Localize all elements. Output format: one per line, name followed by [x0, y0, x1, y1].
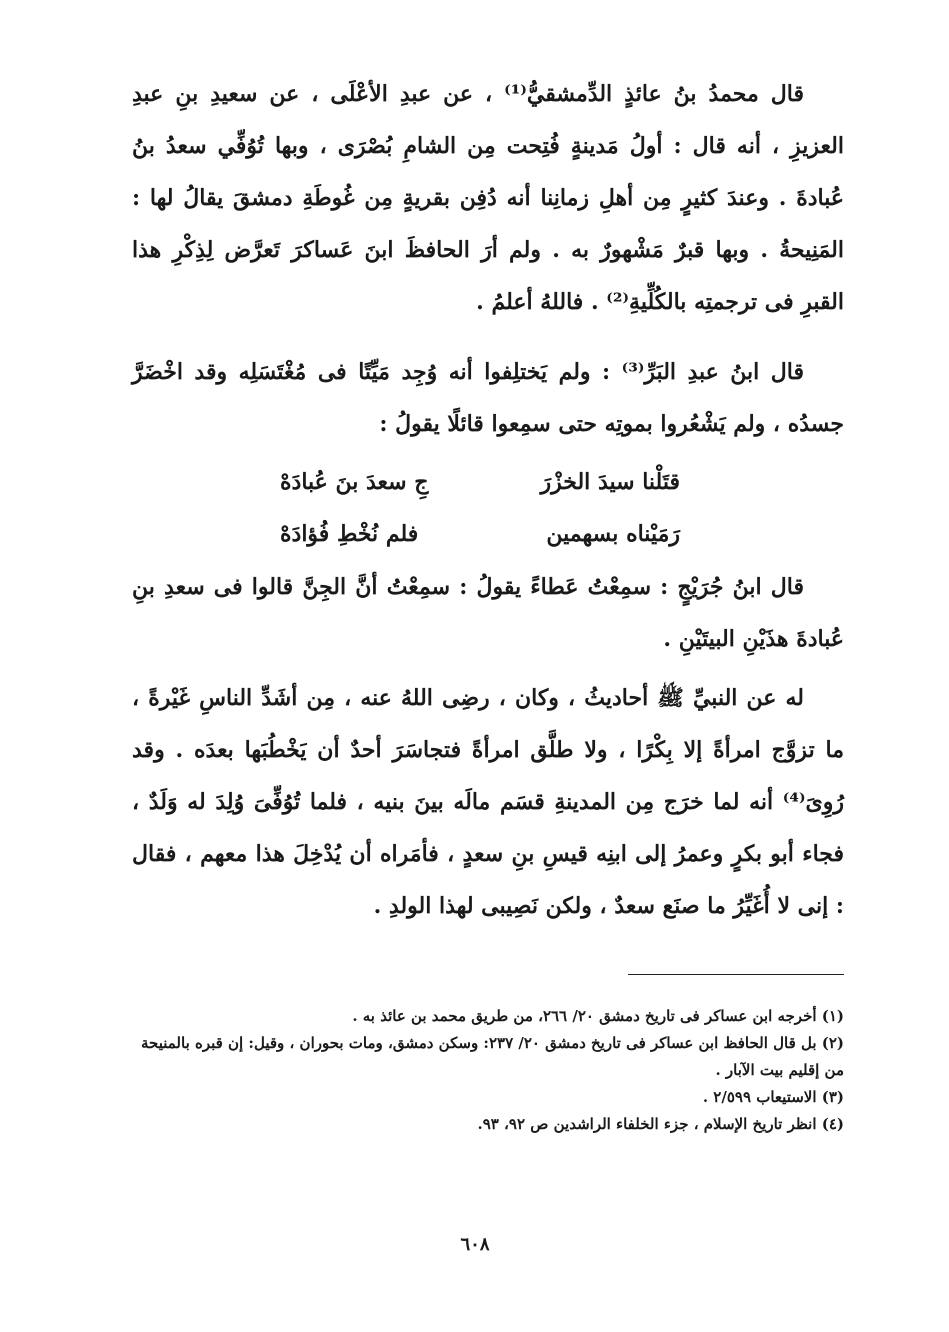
verse-hemistich-right: رَمَيْناه بسهمين: [546, 521, 680, 547]
paragraph-ibn-jurayj: [132, 561, 844, 665]
paragraph-text: له عن النبيِّ ﷺ أحاديثُ ، وكان ، رضِى اللهُ عنه ، مِن أشَدِّ الناسِ غَيْرةً ، ما تزوَّج امرأةً إلا بِكْرًا ، ولا طلَّق امرأةً فتجاسَرَ أحدٌ أن يَخْطُبَها بعدَه . وقد رُوِىَ⁽⁴⁾ أنه لما خرَج مِن المدينةِ قسَم مالَه بينَ بنيه ، فلما تُوُفِّىَ وُلِدَ له وَلَدٌ ، فجاء أبو بكرٍ وعمرُ إلى ابنِه قيسِ بنِ سعدٍ ، فأمَراه أن يُدْخِلَ هذا معهم ، فقال : إنى لا أُغَيِّرُ ما صنَع سعدٌ ، ولكن نَصِيبى لهذا الولدِ .: [132, 685, 844, 919]
footnote-divider: [628, 974, 844, 975]
verse-hemistich-left: فلم نُخْطِ فُؤادَهْ: [280, 521, 419, 547]
poem-verses: [280, 456, 680, 560]
footnote-1: (١) أخرجه ابن عساكر فى تاريخ دمشق ٢٠/ ٢٦٦، من طريق محمد بن عائذ به .: [352, 1007, 844, 1025]
verse-line-2: [280, 508, 680, 560]
page-number: ٦٠٨: [460, 1234, 490, 1255]
paragraph-ibn-abd-al-barr: [132, 346, 844, 450]
verse-hemistich-right: قتَلْنا سيدَ الخزْرَ: [540, 469, 680, 495]
paragraph-text: قال ابنُ عبدِ البَرِّ⁽³⁾ : ولم يَختلِفوا أنه وُجِد مَيِّتًا فى مُغْتَسَلِه وقد اخْضَرَّ جسدُه ، ولم يَشْعُروا بموتِه حتى سمِعوا قائلًا يقولُ :: [132, 359, 844, 437]
paragraph-ibn-aidh: [132, 68, 844, 328]
footnote-2: (٢) بل قال الحافظ ابن عساكر فى تاريخ دمشق ٢٠/ ٢٣٧: وسكن دمشق، ومات بحوران ، وقيل: إن قبره بالمنيحة من إقليم بيت الآبار .: [140, 1034, 844, 1079]
verse-hemistich-left: جِ سعدَ بنَ عُبادَهْ: [280, 469, 429, 495]
paragraph-text: قال محمدُ بنُ عائذٍ الدِّمشقيُّ⁽¹⁾ ، عن عبدِ الأعْلَى ، عن سعيدِ بنِ عبدِ العزيزِ ، أنه قال : أولُ مَدينةٍ فُتِحت مِن الشامِ بُصْرَى ، وبها تُوُفِّي سعدُ بنُ عُبادةَ . وعندَ كثيرٍ مِن أهلِ زمانِنا أنه دُفِن بقريةٍ مِن غُوطَةِ دمشقَ يقالُ لها : المَنِيحةُ . وبها قبرٌ مَشْهورٌ به . ولم أرَ الحافظَ ابنَ عَساكرَ تَعرَّض لِذِكْرِ هذا القبرِ فى ترجمتِه بالكُلِّيةِ⁽²⁾ . فاللهُ أعلمُ .: [132, 81, 844, 315]
verse-line-1: [280, 456, 680, 508]
footnote-3: (٣) الاستيعاب ٢/٥٩٩ .: [702, 1088, 844, 1106]
footnotes: [132, 1003, 844, 1138]
footnote-4: (٤) انظر تاريخ الإسلام ، جزء الخلفاء الراشدين ص ٩٢، ٩٣.: [477, 1115, 844, 1133]
paragraph-hadith: [132, 672, 844, 932]
paragraph-text: قال ابنُ جُرَيْجٍ : سمِعْتُ عَطاءً يقولُ : سمِعْتُ أنَّ الجِنَّ قالوا فى سعدِ بنِ عُبادةَ هذَيْنِ البيتَيْنِ .: [132, 574, 844, 652]
